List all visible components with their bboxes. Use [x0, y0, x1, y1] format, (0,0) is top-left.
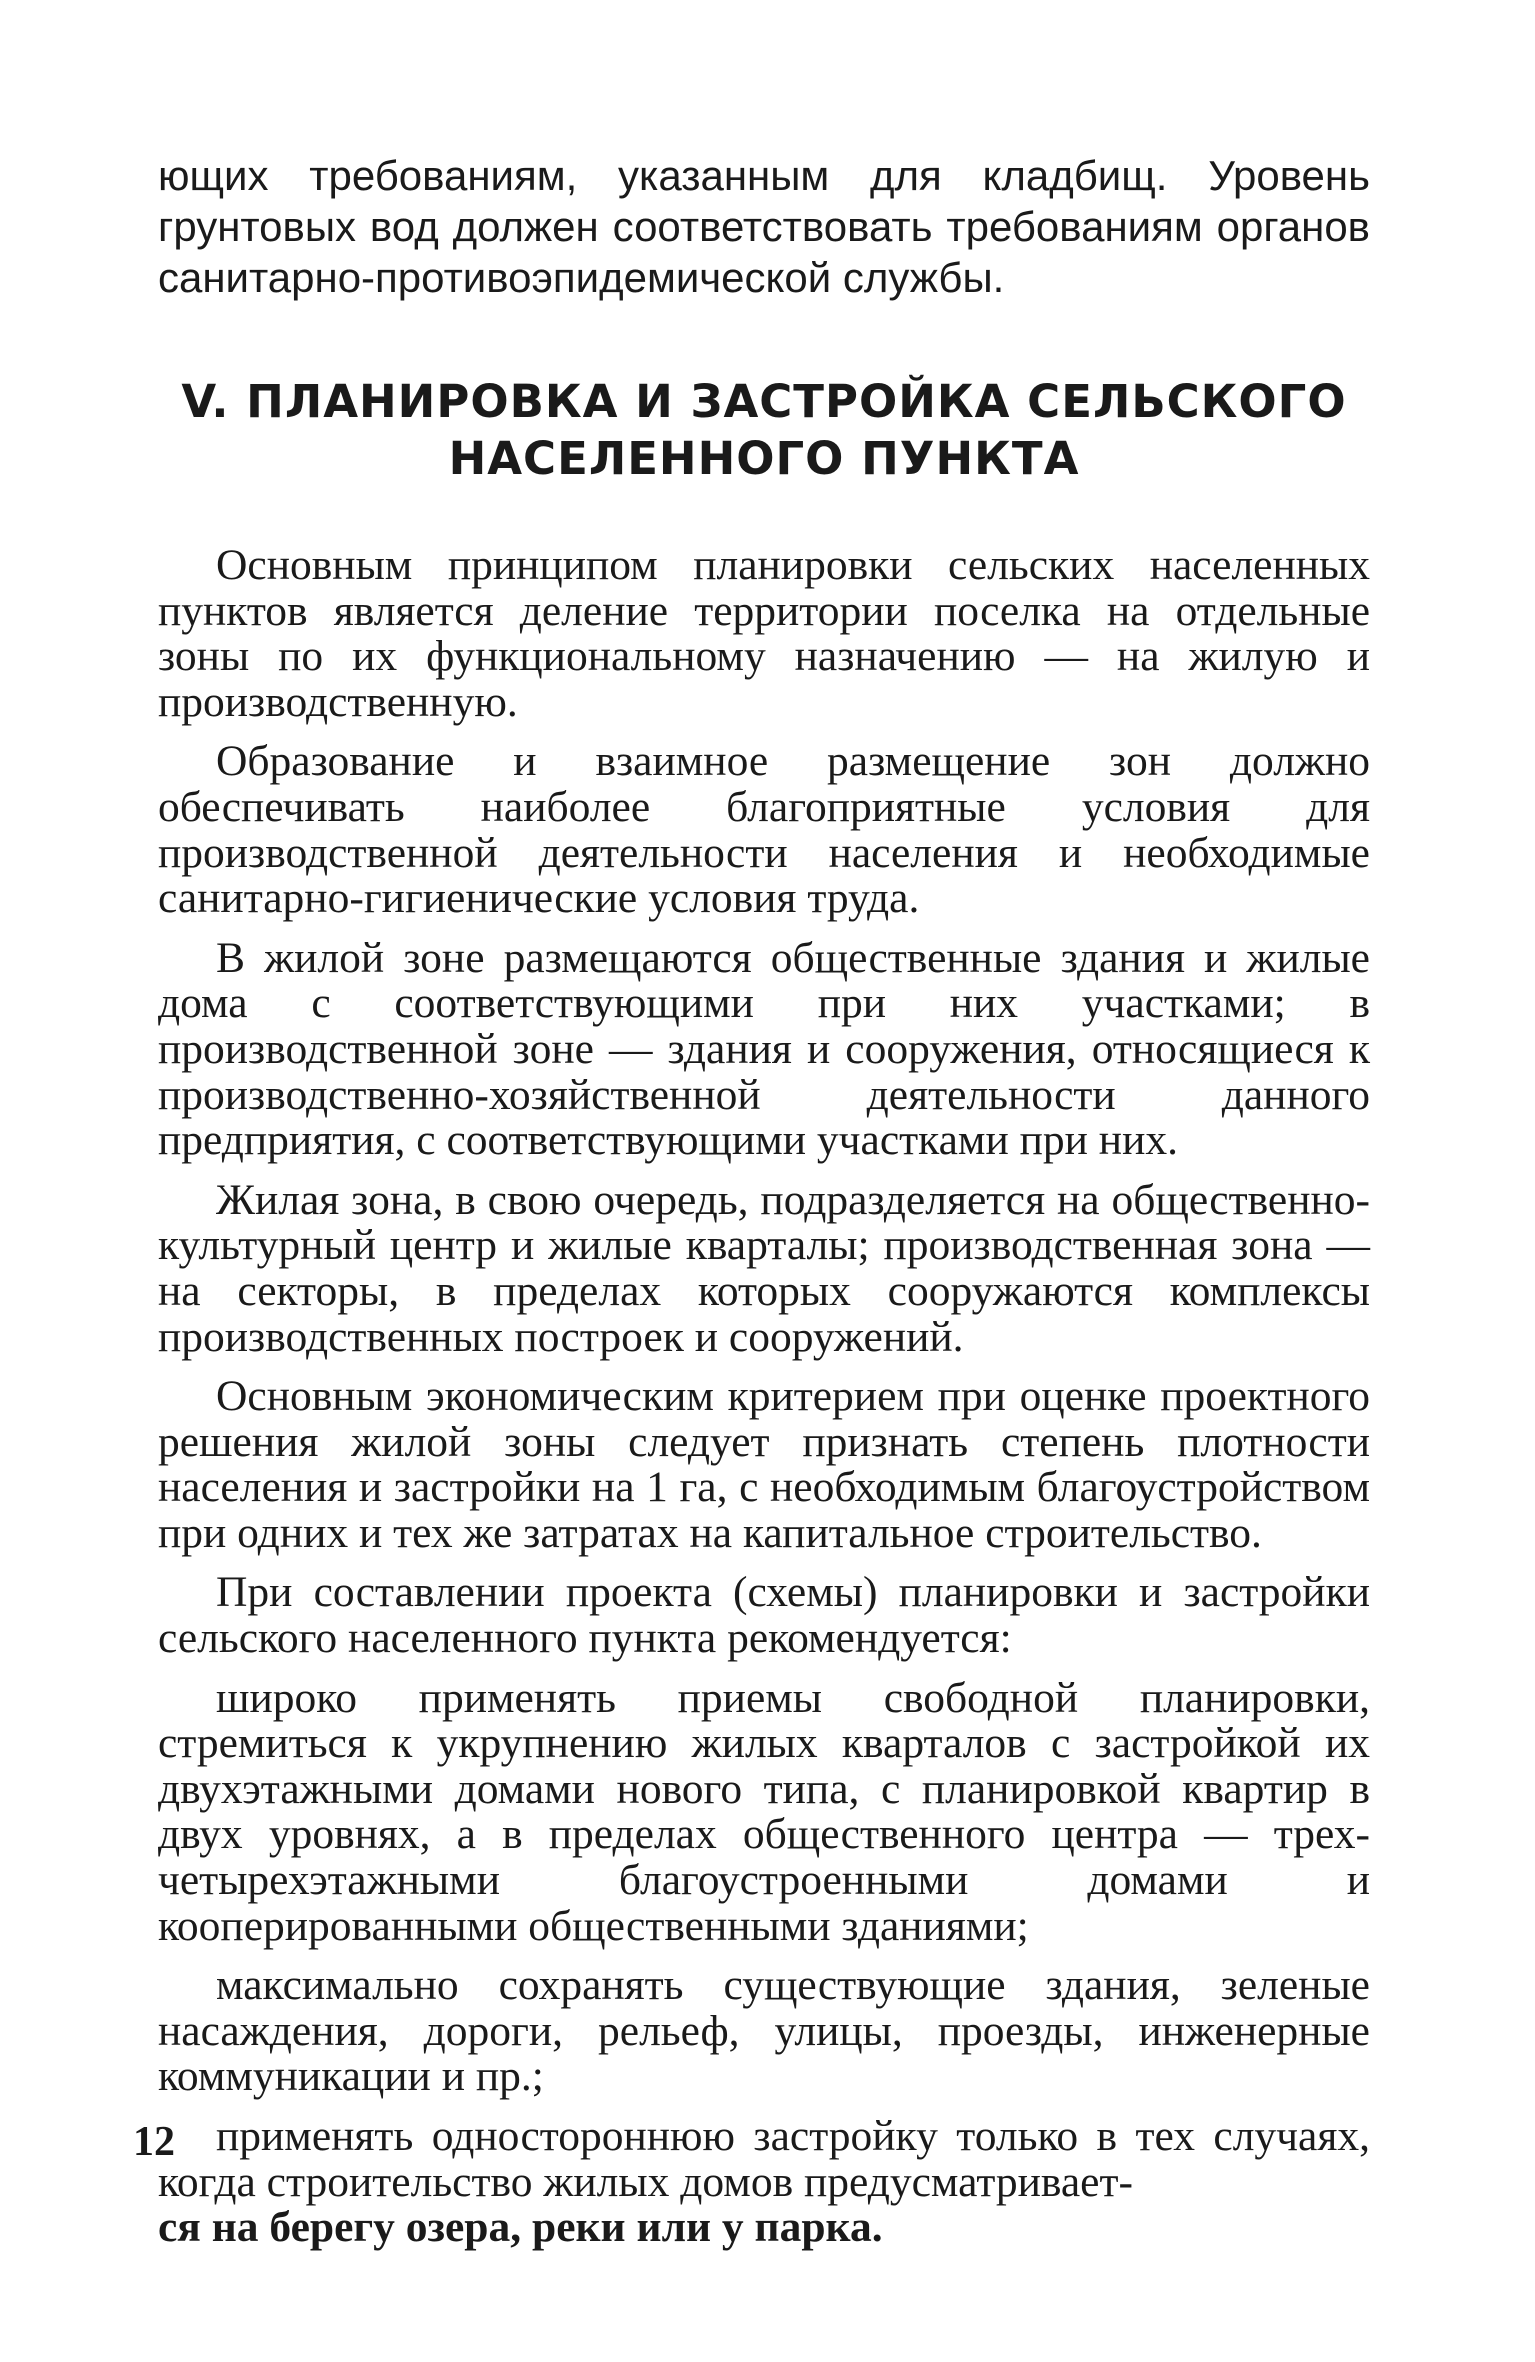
- paragraph-9-bold-tail: ся на берегу озера, реки или у парка.: [158, 2203, 883, 2252]
- section-heading-line-1: V. ПЛАНИРОВКА И ЗАСТРОЙКА СЕЛЬСКОГО: [181, 375, 1347, 428]
- paragraph-2: Образование и взаимное размещение зон должно обеспечивать наиболее благоприятные условия для производственной деятельности населения и необходимые санитарно-гигиенические условия труда.: [158, 737, 1370, 923]
- page-content: [158, 150, 1370, 2265]
- page-number: 12: [133, 2119, 175, 2165]
- paragraph-7: широко применять приемы свободной планировки, стремиться к укрупнению жилых кварталов с застройкой их двухэтажными домами нового типа, с планировкой квартир в двух уровнях, а в пределах общественного центра — трех-четырехэтажными благоустроенными домами и кооперированными общественными зданиями;: [158, 1673, 1370, 1950]
- paragraph-6: При составлении проекта (схемы) планировки и застройки сельского населенного пункта рекомендуется:: [158, 1568, 1370, 1663]
- paragraph-3: В жилой зоне размещаются общественные здания и жилые дома с соответствующими при них участками; в производственной зоне — здания и сооружения, относящиеся к производственно-хозяйственной деятельности данного предприятия, с соответствующими участками при них.: [158, 933, 1370, 1165]
- paragraph-9-text: применять одностороннюю застройку только в тех случаях, когда строительство жилых домов предусматривает-: [158, 2112, 1370, 2206]
- paragraph-9: [158, 2114, 1370, 2251]
- paragraph-1: Основным принципом планировки сельских населенных пунктов является деление территории поселка на отдельные зоны по их функциональному назначению — на жилую и производственную.: [158, 541, 1370, 726]
- paragraph-8: максимально сохранять существующие здания, зеленые насаждения, дороги, рельеф, улицы, проезды, инженерные коммуникации и пр.;: [158, 1961, 1370, 2101]
- section-heading: [158, 373, 1370, 487]
- paragraph-4: Жилая зона, в свою очередь, подразделяется на общественно-культурный центр и жилые кварталы; производственная зона — на секторы, в пределах которых сооружаются комплексы производственных построек и сооружений.: [158, 1175, 1370, 1361]
- section-heading-line-2: НАСЕЛЕННОГО ПУНКТА: [448, 432, 1080, 485]
- intro-paragraph: ющих требованиям, указанным для кладбищ. Уровень грунтовых вод должен соответствовать требованиям органов санитарно-противоэпидемической службы.: [158, 152, 1370, 301]
- paragraph-5: Основным экономическим критерием при оценке проектного решения жилой зоны следует признать степень плотности населения и застройки на 1 га, с необходимым благоустройством при одних и тех же затратах на капитальное строительство.: [158, 1372, 1370, 1557]
